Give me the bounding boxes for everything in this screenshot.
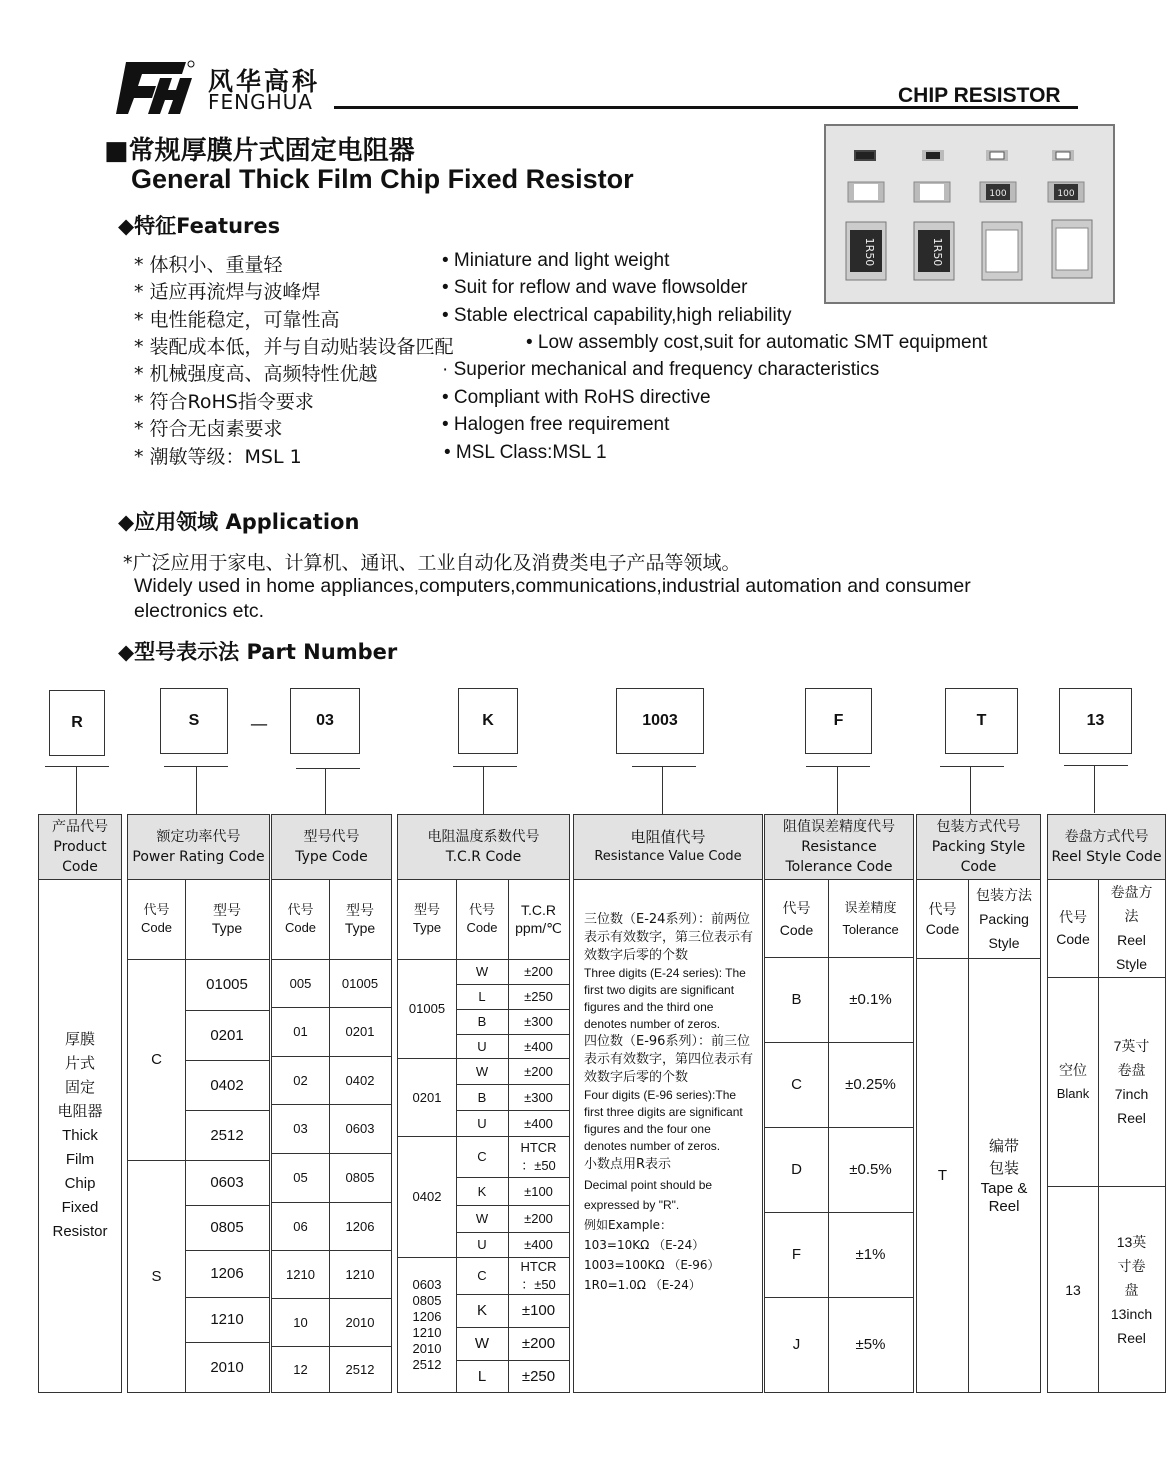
reel-header	[1048, 815, 1165, 880]
reel-code	[1048, 978, 1098, 1186]
tolerance-code: C	[791, 1076, 802, 1093]
power-type: 2010	[210, 1358, 244, 1376]
feature-cn: * 适应再流焊与波峰焊	[134, 281, 321, 303]
resistance-value-table	[573, 814, 763, 1393]
pn-box-reel: 13	[1059, 688, 1132, 754]
power-type: 1206	[210, 1265, 244, 1282]
tcr-code: C	[477, 1268, 487, 1283]
resistance-header	[574, 815, 762, 880]
tcr-code: K	[476, 1302, 487, 1319]
tolerance-value: ±5%	[855, 1336, 886, 1353]
type-code: 02	[293, 1072, 308, 1088]
header-cn: 型号代号	[303, 829, 360, 845]
features-heading: ◆特征Features	[118, 214, 281, 238]
tcr-code: U	[477, 1038, 487, 1054]
type-code: 1210	[286, 1266, 315, 1282]
feature-cn: * 符合无卤素要求	[134, 418, 283, 440]
header-cn: 卷盘方式代号	[1064, 829, 1149, 845]
style-cn: 编带包装	[988, 1137, 1019, 1177]
tcr-value: ±200	[521, 1335, 556, 1352]
tcr-value: ±200	[524, 964, 553, 979]
reel-style-en: 13inch Reel	[1110, 1305, 1153, 1346]
label-cn: 误差精度	[844, 900, 897, 915]
connector-line	[325, 768, 326, 814]
label-cn: 代号	[1059, 909, 1087, 925]
type-code: 01	[293, 1024, 308, 1039]
tcr-value: HTCR ：±50	[520, 1140, 557, 1173]
label-cn: 代号	[782, 900, 811, 916]
connector-line	[837, 766, 838, 814]
col-tolerance-header	[828, 879, 913, 959]
power-rating-header	[128, 815, 269, 880]
tcr-value: HTCR ：±50	[520, 1259, 557, 1292]
feature-row	[134, 305, 1084, 332]
chip-label: 1R50	[931, 237, 944, 267]
feature-cn: * 符合RoHS指令要求	[134, 391, 314, 413]
header-cn: 额定功率代号	[156, 829, 241, 845]
connector-line	[806, 766, 870, 767]
pn-box-resistance: 1003	[616, 688, 704, 754]
power-type: 0805	[210, 1219, 244, 1236]
type-value: 0805	[345, 1170, 375, 1185]
power-type: 0603	[210, 1174, 244, 1191]
page-title-en: General Thick Film Chip Fixed Resistor	[131, 164, 634, 194]
tcr-code: C	[477, 1149, 487, 1164]
tcr-code: U	[477, 1115, 487, 1131]
header-en: Reel Style Code	[1051, 849, 1162, 865]
feature-row	[134, 250, 1084, 277]
type-code-header	[272, 815, 391, 880]
packing-table	[916, 814, 1041, 1393]
feature-row	[134, 332, 1084, 359]
tcr-table	[397, 814, 570, 1393]
col-code-header	[765, 879, 828, 959]
reel-style-en: 7inch Reel	[1114, 1086, 1149, 1126]
tcr-type: 0603 0805 1206 1210 2010 2512	[412, 1277, 442, 1372]
pn-separator: —	[250, 714, 268, 735]
tolerance-header	[765, 815, 913, 880]
reel-table	[1047, 814, 1166, 1393]
feature-row	[134, 387, 1084, 414]
chip-label: 1R50	[863, 237, 876, 267]
tcr-code: W	[475, 1063, 489, 1079]
label-en: Code	[1056, 931, 1090, 947]
label-en: Type	[344, 920, 376, 936]
product-code-table	[38, 814, 122, 1393]
connector-line	[483, 766, 484, 814]
connector-line	[296, 768, 360, 769]
feature-cn: * 装配成本低，并与自动贴装设备匹配	[134, 336, 454, 358]
col-style-header	[968, 879, 1040, 959]
type-value: 01005	[341, 975, 379, 991]
type-code: 05	[293, 1170, 308, 1185]
header-cn: 电阻温度系数代号	[427, 829, 540, 845]
col-style-header	[1098, 879, 1165, 977]
col-type-header	[398, 879, 456, 959]
application-text-en: Widely used in home appliances,computers,communications,industrial automation and consumer electronics etc.	[134, 575, 971, 622]
power-code-s: S	[151, 1267, 162, 1285]
power-rating-table	[127, 814, 270, 1393]
tcr-value: ±300	[524, 1089, 553, 1105]
desc-line: Three digits (E-24 series): The first two digits are significant figures and the third one denotes number of zeros.	[584, 966, 746, 1031]
reel-style	[1098, 978, 1165, 1186]
desc-line: 1003=100KΩ （E-96）	[584, 1258, 720, 1272]
feature-en: • MSL Class:MSL 1	[444, 442, 607, 463]
reel-style-cn: 13英寸卷盘	[1116, 1233, 1147, 1298]
tcr-value: ±300	[524, 1014, 553, 1029]
fenghua-logo	[116, 58, 196, 116]
label-en: Tolerance	[842, 922, 899, 937]
label-en: Packing Style	[979, 911, 1029, 951]
tcr-value: ±200	[524, 1063, 553, 1079]
reel-code-cn: 13	[1065, 1281, 1081, 1298]
tolerance-value: ±1%	[855, 1246, 886, 1263]
tcr-code: B	[477, 1014, 487, 1029]
tcr-code: L	[478, 989, 486, 1004]
brand-name-en: FENGHUA	[208, 90, 313, 114]
desc-line: 三位数（E-24系列）：前两位表示有效数字，第三位表示有效数字后零的个数	[584, 912, 754, 963]
packing-header	[917, 815, 1040, 880]
tcr-code: K	[477, 1183, 487, 1199]
pn-box-power: S	[160, 688, 228, 754]
type-code: 12	[293, 1361, 308, 1377]
chip-label: 100	[989, 189, 1007, 199]
pn-box-tcr: K	[458, 688, 518, 754]
type-value: 1210	[345, 1266, 375, 1282]
brand-name-cn: 风华高科	[208, 67, 321, 96]
reel-style	[1098, 1187, 1165, 1392]
tcr-value: ±100	[521, 1302, 556, 1319]
style-en: Tape & Reel	[980, 1179, 1028, 1215]
col-code-header	[917, 879, 968, 959]
type-value: 1206	[345, 1218, 375, 1234]
packing-code: T	[937, 1166, 948, 1184]
tcr-code: U	[477, 1237, 487, 1252]
label-cn: 卷盘方法	[1110, 884, 1153, 924]
pn-box-packing: T	[945, 688, 1018, 754]
desc-line: Four digits (E-96 series):The first three digits are significant figures and the four one denotes number of zeros.	[584, 1088, 743, 1153]
connector-line	[632, 766, 696, 767]
label-cn: 代号	[287, 902, 314, 917]
connector-line	[453, 766, 517, 767]
feature-row	[134, 277, 1084, 304]
power-type: 0402	[210, 1076, 244, 1094]
power-code-c: C	[151, 1051, 162, 1068]
type-value: 0603	[345, 1121, 375, 1136]
tcr-type: 0201	[412, 1089, 442, 1105]
tcr-value: ±200	[524, 1211, 553, 1226]
header-cn: 产品代号	[52, 819, 108, 835]
feature-en: • Stable electrical capability,high reliability	[442, 305, 792, 326]
feature-cn: * 机械强度高、高频特性优越	[134, 363, 378, 385]
label-en: Code	[779, 922, 814, 938]
power-type: 2512	[210, 1126, 244, 1144]
tolerance-code: D	[791, 1161, 802, 1178]
tolerance-value: ±0.5%	[849, 1161, 892, 1178]
tcr-value: ±100	[524, 1183, 553, 1199]
header-cn: 阻值误差精度代号	[783, 819, 895, 835]
tolerance-table	[764, 814, 914, 1393]
tcr-code: W	[475, 964, 489, 979]
product-code-header	[39, 815, 121, 880]
tcr-header	[398, 815, 569, 880]
tcr-value: ±400	[524, 1237, 553, 1252]
label-cn: 型号	[413, 902, 440, 917]
tcr-code: L	[477, 1367, 487, 1385]
feature-en: · Superior mechanical and frequency characteristics	[442, 359, 880, 380]
connector-line	[940, 766, 1004, 767]
type-value: 2010	[345, 1314, 375, 1330]
label-cn: 型号	[213, 902, 241, 918]
feature-cn: * 电性能稳定，可靠性高	[134, 309, 340, 331]
type-value: 2512	[345, 1361, 375, 1377]
feature-en: • Suit for reflow and wave flowsolder	[442, 277, 748, 298]
header-en: Resistance Value Code	[594, 849, 742, 864]
tcr-type: 0402	[412, 1189, 442, 1204]
label-cn: 型号	[346, 902, 374, 918]
label-en: Type	[412, 920, 442, 935]
label-cn: 代号	[928, 901, 957, 917]
col-code-header	[272, 879, 329, 959]
type-code: 03	[293, 1121, 308, 1136]
reel-code-en: Blank	[1056, 1086, 1090, 1101]
connector-line	[1094, 765, 1095, 813]
power-type: 0201	[210, 1026, 244, 1044]
feature-cn: * 体积小、重量轻	[134, 254, 283, 276]
tcr-value: ±250	[524, 989, 553, 1004]
connector-line	[970, 766, 971, 814]
connector-line	[1064, 765, 1128, 766]
label-en: Code	[925, 921, 960, 937]
label-cn: 代号	[143, 902, 170, 917]
tolerance-value: ±0.25%	[845, 1076, 896, 1093]
tcr-value: ±400	[524, 1115, 553, 1131]
application-heading: ◆应用领域 Application	[118, 510, 360, 534]
feature-row	[134, 414, 1084, 441]
feature-en: • Halogen free requirement	[442, 414, 670, 435]
tcr-type: 01005	[408, 1001, 446, 1016]
desc-line: 1R0=1.0Ω （E-24）	[584, 1278, 701, 1292]
tcr-value: ±250	[521, 1367, 556, 1385]
desc-line: 小数点用R表示	[584, 1157, 672, 1172]
col-code-header	[456, 879, 508, 959]
header-en: Packing Style Code	[931, 839, 1026, 875]
col-code-header	[1048, 879, 1098, 977]
type-code: 005	[289, 975, 312, 991]
label-en: Reel Style	[1115, 932, 1148, 972]
document-category: CHIP RESISTOR	[898, 84, 1061, 107]
label-cn: 代号	[468, 902, 495, 917]
tcr-value: ±400	[524, 1038, 553, 1054]
type-value: 0402	[345, 1072, 375, 1088]
header-en: Product Code	[53, 839, 107, 875]
type-code: 06	[293, 1218, 308, 1234]
application-text-cn: *广泛应用于家电、计算机、通讯、工业自动化及消费类电子产品等领域。	[123, 552, 741, 574]
pn-box-product: R	[49, 690, 105, 756]
reel-code-cn: 空位	[1059, 1062, 1087, 1078]
resistance-description	[584, 911, 756, 1295]
header-cn: 电阻值代号	[630, 828, 706, 846]
label-en: Code	[140, 920, 173, 935]
header-en: Resistance Tolerance Code	[785, 839, 893, 875]
connector-line	[662, 766, 663, 814]
desc-line: 103=10KΩ （E-24）	[584, 1238, 705, 1252]
label-en: Code	[284, 920, 317, 935]
pn-box-tolerance: F	[805, 688, 872, 754]
tolerance-code: J	[792, 1336, 801, 1353]
label-en: Type	[211, 920, 243, 936]
connector-line	[76, 766, 77, 814]
feature-cn: * 潮敏等级：MSL 1	[134, 446, 302, 468]
tolerance-value: ±0.1%	[849, 991, 892, 1008]
tcr-code: W	[475, 1211, 489, 1226]
reel-code	[1048, 1187, 1098, 1392]
header-en: Type Code	[295, 849, 368, 865]
desc-line: Decimal point should be expressed by "R".	[584, 1178, 713, 1212]
col-code-header	[128, 879, 185, 959]
feature-row	[134, 442, 1084, 469]
type-value: 0201	[345, 1024, 375, 1039]
tcr-code: B	[477, 1089, 487, 1105]
tolerance-code: B	[791, 991, 802, 1008]
type-code: 10	[293, 1314, 308, 1330]
label-cn: 包装方法	[976, 887, 1032, 903]
desc-line: 四位数（E-96系列）：前三位表示有效数字，第四位表示有效数字后零的个数	[584, 1034, 754, 1085]
product-code-body: 厚膜 片式 固定 电阻器 Thick Film Chip Fixed Resistor	[52, 1030, 108, 1240]
header-en: T.C.R Code	[445, 849, 522, 865]
connector-line	[196, 766, 197, 814]
page-title-cn: ■常规厚膜片式固定电阻器	[104, 136, 415, 166]
reel-style-cn: 7英寸卷盘	[1113, 1038, 1150, 1078]
col-tcr-header: T.C.R ppm/℃	[515, 902, 562, 936]
tcr-code: W	[474, 1335, 490, 1352]
power-type: 1210	[210, 1311, 244, 1328]
feature-en: • Low assembly cost,suit for automatic SMT equipment	[526, 332, 988, 353]
col-type-header	[185, 879, 269, 959]
part-number-heading: ◆型号表示法 Part Number	[118, 640, 398, 664]
feature-en: • Miniature and light weight	[442, 250, 670, 271]
tolerance-code: F	[791, 1246, 802, 1263]
packing-style	[968, 959, 1040, 1392]
col-type-header	[329, 879, 391, 959]
header-cn: 包装方式代号	[936, 819, 1021, 835]
label-en: Code	[466, 920, 498, 935]
type-code-table	[271, 814, 392, 1393]
header-en: Power Rating Code	[132, 849, 265, 865]
pn-box-type: 03	[290, 688, 360, 754]
connector-line	[45, 766, 109, 767]
power-type: 01005	[206, 976, 248, 993]
desc-line: 例如Example：	[584, 1218, 673, 1232]
chip-label: 100	[1057, 189, 1075, 199]
feature-en: • Compliant with RoHS directive	[442, 387, 711, 408]
feature-row	[134, 359, 1084, 386]
